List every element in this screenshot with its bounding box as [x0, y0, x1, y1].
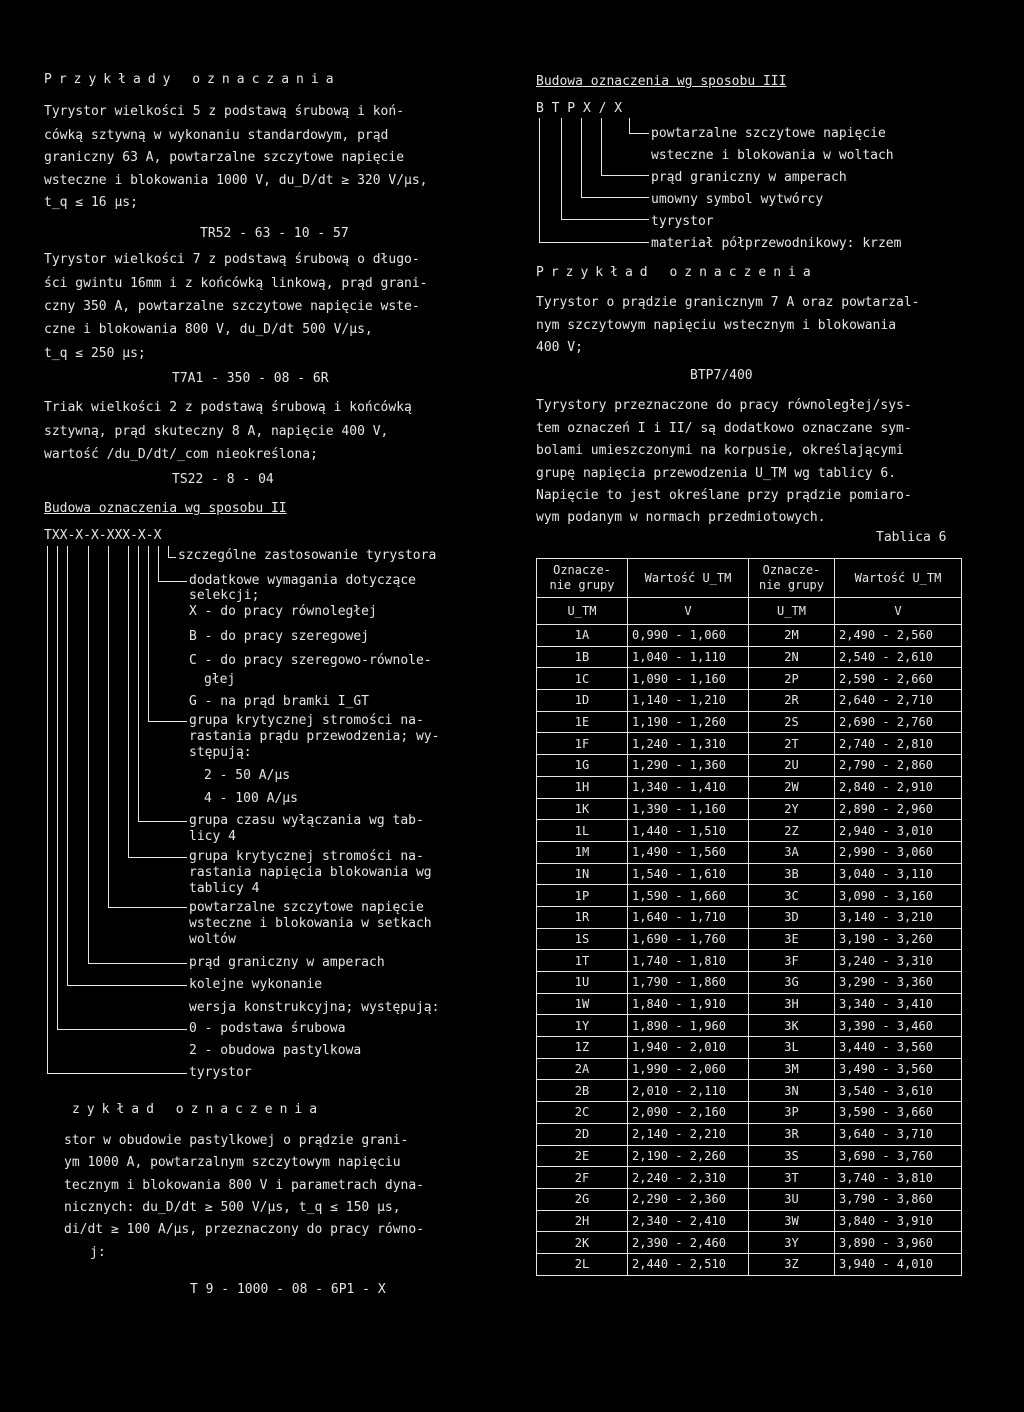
voltage-range: 1,190 - 1,260: [628, 711, 749, 733]
group-code: 1C: [537, 668, 628, 690]
group-code: 2Y: [749, 798, 835, 820]
voltage-range: 2,890 - 2,960: [835, 798, 962, 820]
group-code: 1P: [537, 885, 628, 907]
voltage-range: 3,490 - 3,560: [835, 1058, 962, 1080]
group-code: 2T: [749, 733, 835, 755]
voltage-range: 2,840 - 2,910: [835, 776, 962, 798]
group-code: 3Z: [749, 1253, 835, 1275]
table-row: [537, 690, 962, 712]
voltage-range: 2,590 - 2,660: [835, 668, 962, 690]
voltage-range: 1,740 - 1,810: [628, 950, 749, 972]
table-row: [537, 1080, 962, 1102]
group-code: 3R: [749, 1123, 835, 1145]
group-code: 2R: [749, 690, 835, 712]
voltage-range: 2,990 - 3,060: [835, 841, 962, 863]
scheme-3-title: Budowa oznaczenia wg sposobu III: [536, 74, 787, 89]
group-code: 2C: [537, 1102, 628, 1124]
table-row: [537, 885, 962, 907]
group-code: 1G: [537, 755, 628, 777]
voltage-range: 2,440 - 2,510: [628, 1253, 749, 1275]
voltage-range: 2,340 - 2,410: [628, 1210, 749, 1232]
voltage-range: 3,940 - 4,010: [835, 1253, 962, 1275]
voltage-range: 1,040 - 1,110: [628, 646, 749, 668]
voltage-range: 3,040 - 3,110: [835, 863, 962, 885]
group-code: 3G: [749, 972, 835, 994]
voltage-range: 3,640 - 3,710: [835, 1123, 962, 1145]
group-code: 2G: [537, 1188, 628, 1210]
table-header-row: [537, 559, 962, 598]
group-code: 1W: [537, 993, 628, 1015]
example-1-code: TR52 - 63 - 10 - 57: [200, 226, 349, 241]
table-row: [537, 820, 962, 842]
example-4-code: T 9 - 1000 - 08 - 6P1 - X: [190, 1282, 386, 1297]
voltage-range: 3,890 - 3,960: [835, 1232, 962, 1254]
voltage-range: 1,590 - 1,660: [628, 885, 749, 907]
header-value-2: Wartość U_TM: [835, 559, 962, 598]
group-code: 1U: [537, 972, 628, 994]
voltage-range: 3,440 - 3,560: [835, 1037, 962, 1059]
group-code: 2L: [537, 1253, 628, 1275]
group-code: 1K: [537, 798, 628, 820]
group-code: 2U: [749, 755, 835, 777]
voltage-range: 3,740 - 3,810: [835, 1167, 962, 1189]
group-code: 1H: [537, 776, 628, 798]
group-code: 1E: [537, 711, 628, 733]
scheme-2-code: TXX-X-X-XXX-X-X: [44, 528, 162, 543]
group-code: 1D: [537, 690, 628, 712]
table-unit-row: U_TM V U_TM V: [537, 598, 962, 625]
table-body: [537, 625, 962, 1276]
table-row: [537, 1102, 962, 1124]
table-row: [537, 1253, 962, 1275]
table-row: [537, 711, 962, 733]
header-value-1: Wartość U_TM: [628, 559, 749, 598]
group-code: 2P: [749, 668, 835, 690]
voltage-range: 2,790 - 2,860: [835, 755, 962, 777]
voltage-range: 0,990 - 1,060: [628, 625, 749, 647]
voltage-range: 1,690 - 1,760: [628, 928, 749, 950]
table-row: [537, 776, 962, 798]
table-row: [537, 1210, 962, 1232]
voltage-range: 1,490 - 1,560: [628, 841, 749, 863]
voltage-range: 1,990 - 2,060: [628, 1058, 749, 1080]
table-row: [537, 906, 962, 928]
table-row: [537, 1037, 962, 1059]
group-code: 3D: [749, 906, 835, 928]
group-code: 3S: [749, 1145, 835, 1167]
example-2-code: T7A1 - 350 - 08 - 6R: [172, 371, 329, 386]
group-code: 1Y: [537, 1015, 628, 1037]
table-row: [537, 993, 962, 1015]
voltage-range: 2,690 - 2,760: [835, 711, 962, 733]
voltage-range: 2,190 - 2,260: [628, 1145, 749, 1167]
table-row: [537, 950, 962, 972]
group-code: 1Z: [537, 1037, 628, 1059]
header-group-1: Oznacze- nie grupy: [537, 559, 628, 598]
group-code: 2A: [537, 1058, 628, 1080]
table-row: [537, 841, 962, 863]
voltage-range: 2,490 - 2,560: [835, 625, 962, 647]
example-5-title: Przykład oznaczenia: [536, 265, 818, 280]
group-code: 1N: [537, 863, 628, 885]
group-code: 2M: [749, 625, 835, 647]
group-code: 3T: [749, 1167, 835, 1189]
group-code: 2E: [537, 1145, 628, 1167]
examples-title: Przykłady oznaczania: [44, 72, 341, 87]
group-code: 1S: [537, 928, 628, 950]
voltage-range: 3,590 - 3,660: [835, 1102, 962, 1124]
voltage-range: 3,540 - 3,610: [835, 1080, 962, 1102]
voltage-range: 1,840 - 1,910: [628, 993, 749, 1015]
voltage-range: 3,240 - 3,310: [835, 950, 962, 972]
voltage-range: 2,140 - 2,210: [628, 1123, 749, 1145]
voltage-range: 2,010 - 2,110: [628, 1080, 749, 1102]
voltage-range: 3,290 - 3,360: [835, 972, 962, 994]
header-group-2: Oznacze- nie grupy: [749, 559, 835, 598]
voltage-range: 1,540 - 1,610: [628, 863, 749, 885]
group-code: 2W: [749, 776, 835, 798]
table-row: [537, 1232, 962, 1254]
scheme-3-code: B T P X / X: [536, 101, 623, 116]
table-row: [537, 1188, 962, 1210]
table-row: [537, 668, 962, 690]
table-row: [537, 1058, 962, 1080]
voltage-group-table: [536, 558, 962, 1276]
voltage-range: 1,640 - 1,710: [628, 906, 749, 928]
group-code: 2N: [749, 646, 835, 668]
group-code: 2F: [537, 1167, 628, 1189]
voltage-range: 1,890 - 1,960: [628, 1015, 749, 1037]
group-code: 1B: [537, 646, 628, 668]
group-code: 2H: [537, 1210, 628, 1232]
group-code: 3P: [749, 1102, 835, 1124]
table-row: [537, 1015, 962, 1037]
table-row: [537, 863, 962, 885]
table-row: [537, 625, 962, 647]
table-row: [537, 928, 962, 950]
group-code: 3K: [749, 1015, 835, 1037]
voltage-range: 3,790 - 3,860: [835, 1188, 962, 1210]
voltage-range: 3,690 - 3,760: [835, 1145, 962, 1167]
example-5-code: BTP7/400: [690, 368, 753, 383]
voltage-range: 1,290 - 1,360: [628, 755, 749, 777]
table-row: [537, 733, 962, 755]
table-row: [537, 1145, 962, 1167]
group-code: 3N: [749, 1080, 835, 1102]
voltage-range: 2,640 - 2,710: [835, 690, 962, 712]
voltage-range: 1,390 - 1,160: [628, 798, 749, 820]
voltage-range: 2,390 - 2,460: [628, 1232, 749, 1254]
group-code: 2S: [749, 711, 835, 733]
group-code: 3B: [749, 863, 835, 885]
voltage-range: 1,790 - 1,860: [628, 972, 749, 994]
scheme-2-title: Budowa oznaczenia wg sposobu II: [44, 501, 287, 516]
voltage-range: 3,340 - 3,410: [835, 993, 962, 1015]
voltage-range: 1,090 - 1,160: [628, 668, 749, 690]
group-code: 3E: [749, 928, 835, 950]
voltage-range: 3,140 - 3,210: [835, 906, 962, 928]
example-4-title: zykład oznaczenia: [72, 1102, 325, 1117]
voltage-range: 2,240 - 2,310: [628, 1167, 749, 1189]
voltage-range: 3,840 - 3,910: [835, 1210, 962, 1232]
table-row: [537, 798, 962, 820]
table-row: [537, 972, 962, 994]
voltage-range: 1,340 - 1,410: [628, 776, 749, 798]
voltage-range: 3,190 - 3,260: [835, 928, 962, 950]
group-code: 3F: [749, 950, 835, 972]
group-code: 3M: [749, 1058, 835, 1080]
table-row: [537, 1167, 962, 1189]
table-caption: Tablica 6: [876, 530, 947, 545]
voltage-range: 1,140 - 1,210: [628, 690, 749, 712]
table-row: [537, 1123, 962, 1145]
group-code: 3Y: [749, 1232, 835, 1254]
voltage-range: 3,090 - 3,160: [835, 885, 962, 907]
group-code: 1F: [537, 733, 628, 755]
group-code: 2K: [537, 1232, 628, 1254]
voltage-range: 1,440 - 1,510: [628, 820, 749, 842]
group-code: 1T: [537, 950, 628, 972]
group-code: 3H: [749, 993, 835, 1015]
group-code: 1M: [537, 841, 628, 863]
table-row: [537, 755, 962, 777]
group-code: 3L: [749, 1037, 835, 1059]
example-3-code: TS22 - 8 - 04: [172, 472, 274, 487]
group-code: 3W: [749, 1210, 835, 1232]
group-code: 3U: [749, 1188, 835, 1210]
group-code: 2Z: [749, 820, 835, 842]
group-code: 1R: [537, 906, 628, 928]
voltage-range: 2,940 - 3,010: [835, 820, 962, 842]
voltage-range: 2,740 - 2,810: [835, 733, 962, 755]
group-code: 2D: [537, 1123, 628, 1145]
voltage-range: 2,540 - 2,610: [835, 646, 962, 668]
group-code: 1L: [537, 820, 628, 842]
group-code: 3C: [749, 885, 835, 907]
voltage-range: 2,290 - 2,360: [628, 1188, 749, 1210]
voltage-range: 2,090 - 2,160: [628, 1102, 749, 1124]
voltage-range: 1,240 - 1,310: [628, 733, 749, 755]
group-code: 1A: [537, 625, 628, 647]
group-code: 3A: [749, 841, 835, 863]
table-row: [537, 646, 962, 668]
voltage-range: 1,940 - 2,010: [628, 1037, 749, 1059]
voltage-range: 3,390 - 3,460: [835, 1015, 962, 1037]
group-code: 2B: [537, 1080, 628, 1102]
